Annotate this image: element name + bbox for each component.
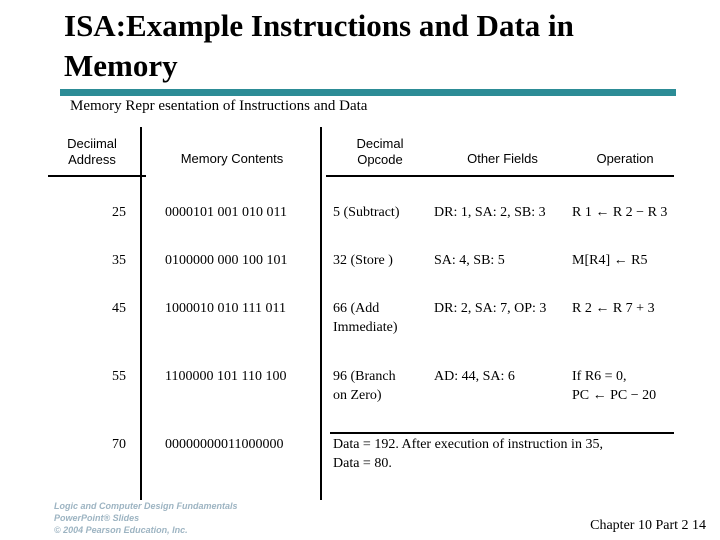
cell-fields: DR: 2, SA: 7, OP: 3 xyxy=(434,301,547,316)
cell-address: 45 xyxy=(112,301,126,316)
page-number: Chapter 10 Part 2 14 xyxy=(590,518,706,533)
cell-data-note: Data = 192. After execution of instruction in 35, Data = 80. xyxy=(333,437,603,471)
title-divider xyxy=(60,89,676,96)
slide-title xyxy=(64,6,704,86)
cell-operation: R 2 ← R 7 + 3 xyxy=(572,301,655,316)
cell-opcode: 96 (Branch on Zero) xyxy=(333,369,396,403)
cell-fields: DR: 1, SA: 2, SB: 3 xyxy=(434,205,546,220)
header-operation: Operation xyxy=(596,151,654,166)
cell-address: 25 xyxy=(112,205,126,220)
publisher-logo: Logic and Computer Design Fundamentals PowerPoint® Slides © 2004 Pearson Education, Inc. xyxy=(54,501,238,535)
cell-opcode: 66 (Add Immediate) xyxy=(333,301,398,335)
cell-opcode: 5 (Subtract) xyxy=(333,205,400,220)
title-line-2: Memory xyxy=(64,48,178,83)
cell-contents: 1100000 101 110 100 xyxy=(165,369,287,384)
cell-address: 55 xyxy=(112,369,126,384)
cell-operation: M[R4] ← R5 xyxy=(572,253,648,268)
cell-contents: 0000101 001 010 011 xyxy=(165,205,287,220)
cell-operation: If R6 = 0, PC ← PC − 20 xyxy=(572,369,657,403)
cell-contents: 00000000011000000 xyxy=(165,437,284,452)
header-rule xyxy=(48,175,146,177)
cell-address: 70 xyxy=(112,437,126,452)
cell-contents: 0100000 000 100 101 xyxy=(165,253,288,268)
header-other-fields: Other Fields xyxy=(467,151,538,166)
header-contents: Memory Contents xyxy=(180,151,284,166)
cell-contents: 1000010 010 111 011 xyxy=(165,301,286,316)
header-address: Deciimal Address xyxy=(67,136,117,167)
column-divider xyxy=(320,127,322,500)
row-rule xyxy=(330,432,674,434)
column-divider xyxy=(140,127,142,500)
header-opcode: Decimal Opcode xyxy=(356,136,404,167)
cell-operation: R 1 ← R 2 − R 3 xyxy=(572,205,668,220)
title-line-1: ISA:Example Instructions and Data in xyxy=(64,8,574,43)
cell-opcode: 32 (Store ) xyxy=(333,253,393,268)
cell-fields: SA: 4, SB: 5 xyxy=(434,253,505,268)
table-caption: Memory Repr esentation of Instructions and Data xyxy=(70,98,368,114)
cell-fields: AD: 44, SA: 6 xyxy=(434,369,515,384)
header-rule xyxy=(326,175,674,177)
cell-address: 35 xyxy=(112,253,126,268)
